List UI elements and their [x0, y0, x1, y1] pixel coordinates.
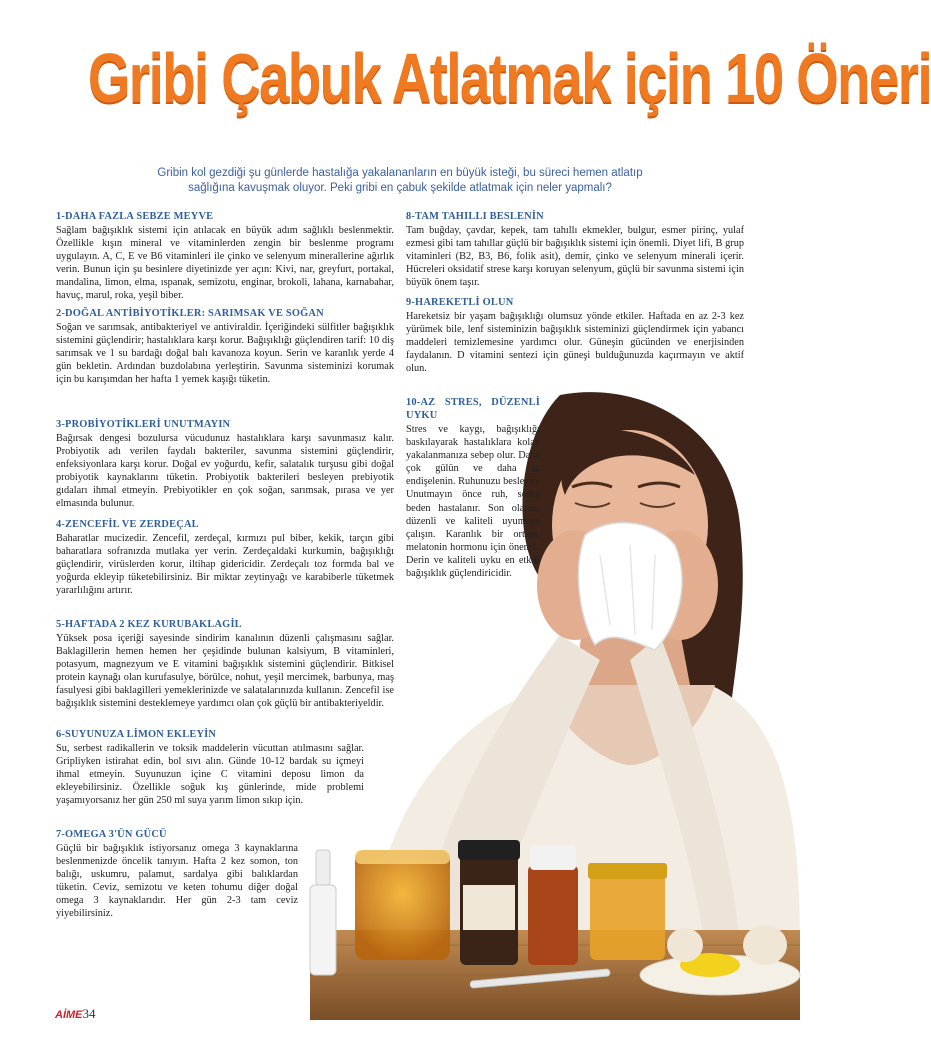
- section-5: [56, 618, 394, 711]
- section-7: [56, 828, 298, 921]
- section-heading: 1-DAHA FAZLA SEBZE MEYVE: [56, 211, 214, 222]
- section-1: [56, 210, 394, 303]
- section-text: Sağlam bağışıklık sistemi için atılacak en büyük adım sağlıklı beslenmektir. Özellikle kışın mineral ve vitaminlerden zengin bir beslenme programı uygulayın. A, C, E ve B6 vitaminleri ile çinko ve selenyum minerallerine ağırlık verin. Bunun için şu besinlere diyetinizde yer açın: Kivi, nar, greyfurt, portakal, mandalina, limon, elma, ıspanak, semizotu, enginar, brokoli, lahana, karnabahar, havuç, marul, roka, yeşil biber.: [56, 225, 394, 302]
- page-footer: [55, 1006, 96, 1022]
- section-text: Yüksek posa içeriği sayesinde sindirim kanalının düzenli çalışmasını sağlar. Baklagillerin hemen hemen her çeşidinde bulunan kalsiyum, B vitaminleri, potasyum, magnezyum ve E vitamini bağışıklık sistemini güçlendirir. Bitkisel protein kaynağı olan kurufasulye, börülce, nohut, yeşil mercimek, barbunya, maş fasulyesi gibi baklagilleri yemeklerinizde ve salatalarınızda kullanın. Zencefil ise bağışıklık sistemini desteklemeye yardımcı olan çok güçlü bir antibakteriyeldir.: [56, 633, 394, 710]
- section-8: [406, 210, 744, 289]
- section-heading: 9-HAREKETLİ OLUN: [406, 297, 514, 308]
- section-heading: 7-OMEGA 3'ÜN GÜCÜ: [56, 829, 167, 840]
- section-heading: 2-DOĞAL ANTİBİYOTİKLER: SARIMSAK VE SOĞAN: [56, 308, 324, 319]
- section-heading: 5-HAFTADA 2 KEZ KURUBAKLAGİL: [56, 619, 242, 630]
- section-4: [56, 518, 394, 597]
- intro-text: Gribin kol gezdiği şu günlerde hastalığa yakalananların en büyük isteği, bu süreci hemen atlatıp sağlığına kavuşmak oluyor. Peki gribi en çabuk şekilde atlatmak için neler yapmalı?: [157, 167, 643, 194]
- section-text: Stres ve kaygı, bağışıklığı baskılayarak hastalıklara kolay yakalanmanıza sebep olur. Daha çok gülün ve daha az endişelenin. Ruhunuzu besleyin. Unutmayın önce ruh, sonra beden hastalanır. Son olarak, düzenli ve kaliteli uyumaya çalışın. Karanlık bir ortam, melatonin hormonu için önemli. Derin ve kaliteli uyku en etkili bağışıklık güçlendiricidir.: [406, 424, 540, 580]
- page-title: Gribi Çabuk Atlatmak için 10 Öneri: [88, 39, 931, 117]
- section-text: Soğan ve sarımsak, antibakteriyel ve antiviraldir. İçeriğindeki sülfitler bağışıklık sistemini güçlendirir; hastalıklara karşı korur. Bağışıklığı güçlendiren tarif: 10 diş sarımsak ve 1 su bardağı doğal balı kavanoza koyun. Serin ve karanlık yerde 4 gün bekletin. Ardından buzdolabına yerleştirin. Savunma sisteminizi korumak için bu karışımdan her hafta 1 yemek kaşığı tüketin.: [56, 322, 394, 386]
- section-6: [56, 728, 364, 807]
- section-9: [406, 296, 744, 375]
- brand-logo: AİME: [55, 1009, 83, 1021]
- section-heading: 4-ZENCEFİL VE ZERDEÇAL: [56, 519, 199, 530]
- page-number: 34: [82, 1006, 96, 1021]
- section-heading: 6-SUYUNUZA LİMON EKLEYİN: [56, 729, 217, 740]
- section-heading: 3-PROBİYOTİKLERİ UNUTMAYIN: [56, 419, 231, 430]
- section-10: [406, 396, 540, 580]
- section-3: [56, 418, 394, 511]
- section-text: Tam buğday, çavdar, kepek, tam tahıllı ekmekler, bulgur, esmer pirinç, yulaf ezmesi gibi tam tahıllar güçlü bir bağışıklık sistemi için önemli. Diyet lifi, B grup vitaminleri (B2, B3, B6, folik asit), demir, çinko ve selenyum minerali içerir. Hücreleri oksidatif strese karşı koruyan selenyum, güçlü bir savunma sistemi için büyük önem taşır.: [406, 225, 744, 289]
- section-heading: 10-AZ STRES, DÜZENLİ UYKU: [406, 397, 540, 421]
- section-text: Bağırsak dengesi bozulursa vücudunuz hastalıklara karşı savunmasız kalır. Probiyotik adı verilen faydalı bakteriler, savunma sistemini güçlendirir, enfeksiyonlara karşı korur. Doğal ev yoğurdu, kefir, salatalık turşusu gibi doğal probiyotik kaynaklarını tüketin. Probiyotik bakterileri besleyen prebiyotik gıdaları ihmal etmeyin. Prebiyotikler en çok soğan, sarımsak, pırasa ve yer elmasında bulunur.: [56, 433, 394, 510]
- section-text: Su, serbest radikallerin ve toksik maddelerin vücuttan atılmasını sağlar. Gripliyken istirahat edin, bol sıvı alın. Günde 10-12 bardak su içmeyi ihmal etmeyin. Suyunuzun içine C vitamini deposu limon da ekleyebilirsiniz. Özellikle soğuk kış günlerinde, mide problemi yaşamıyorsanız her gün 250 ml suya yarım limon sıkıp için.: [56, 743, 364, 807]
- section-text: Baharatlar mucizedir. Zencefil, zerdeçal, kırmızı pul biber, kekik, tarçın gibi baharatlara sofranızda mutlaka yer verin. Zerdeçaldaki kurkumin, bağışıklığı güçlendirir, virüslerden korur, iltihap gidericidir. Zerdeçalı toz formda bal ve yoğurda ekleyip tüketebilirsiniz. Bir miktar zeytinyağı ve karabiberle tüketmek yararlılığını artırır.: [56, 533, 394, 597]
- section-heading: 8-TAM TAHILLI BESLENİN: [406, 211, 544, 222]
- section-text: Güçlü bir bağışıklık istiyorsanız omega 3 kaynaklarına beslenmenizde öncelik tanıyın. Hafta 2 kez somon, ton balığı, uskumru, palamut, sardalya gibi balıklardan tüketin. Ceviz, semizotu ve keten tohumu diğer doğal omega 3 kaynaklarıdır. Her gün 2-3 tam ceviz yiyebilirsiniz.: [56, 843, 298, 920]
- section-2: [56, 307, 394, 386]
- section-text: Hareketsiz bir yaşam bağışıklığı olumsuz yönde etkiler. Haftada en az 2-3 kez yürümek bile, lenf sisteminizin bağışıklık sisteminizi güçlendirmek için yabancı maddeleri temizlemesine yardımcı olur. Güneşin gücünden ve enerjisinden faydalanın. D vitamini sentezi için güneşi bulduğunuzda kaçırmayın ve aktif olun.: [406, 311, 744, 375]
